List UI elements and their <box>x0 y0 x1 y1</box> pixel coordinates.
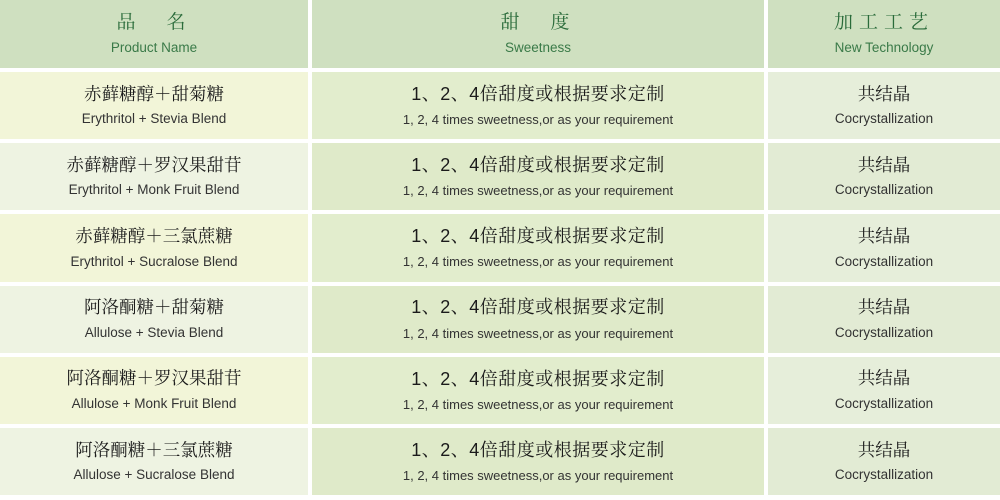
table-row <box>0 72 1000 143</box>
sweetness-en: 1, 2, 4 times sweetness,or as your requirement <box>402 467 674 483</box>
product-name-cn: 阿洛酮糖＋三氯蔗糖 <box>75 439 233 460</box>
technology-en: Cocrystallization <box>834 111 934 127</box>
cell-product-name <box>0 214 312 285</box>
cell-sweetness <box>312 428 768 499</box>
sweetness-cn: 1、2、4倍甜度或根据要求定制 <box>411 83 665 104</box>
cell-technology <box>768 357 1000 428</box>
product-name-cn: 阿洛酮糖＋甜菊糖 <box>84 297 224 318</box>
technology-en: Cocrystallization <box>834 324 934 340</box>
technology-cn: 共结晶 <box>857 154 911 175</box>
cell-sweetness <box>312 357 768 428</box>
product-name-en: Erythritol + Sucralose Blend <box>70 253 238 269</box>
table-header-row <box>0 0 1000 72</box>
cell-technology <box>768 143 1000 214</box>
cell-technology <box>768 286 1000 357</box>
technology-cn: 共结晶 <box>857 297 911 318</box>
table-row <box>0 143 1000 214</box>
product-name-en: Allulose + Monk Fruit Blend <box>71 395 237 411</box>
technology-cn: 共结晶 <box>857 368 911 389</box>
cell-technology <box>768 72 1000 143</box>
sweetness-en: 1, 2, 4 times sweetness,or as your requirement <box>402 183 674 199</box>
header-cell-product-name <box>0 0 312 72</box>
product-name-en: Erythritol + Stevia Blend <box>81 111 227 127</box>
technology-en: Cocrystallization <box>834 182 934 198</box>
header-product-name-en: Product Name <box>110 39 198 55</box>
sweetness-cn: 1、2、4倍甜度或根据要求定制 <box>411 439 665 460</box>
sweetness-cn: 1、2、4倍甜度或根据要求定制 <box>411 297 665 318</box>
sweetness-cn: 1、2、4倍甜度或根据要求定制 <box>411 368 665 389</box>
technology-cn: 共结晶 <box>857 439 911 460</box>
table-row <box>0 214 1000 285</box>
technology-cn: 共结晶 <box>857 83 911 104</box>
technology-en: Cocrystallization <box>834 467 934 483</box>
table-row <box>0 286 1000 357</box>
cell-product-name <box>0 428 312 499</box>
header-cell-technology <box>768 0 1000 72</box>
cell-product-name <box>0 357 312 428</box>
cell-product-name <box>0 72 312 143</box>
header-cell-sweetness <box>312 0 768 72</box>
header-product-name-cn: 品 名 <box>116 12 192 34</box>
sweetness-cn: 1、2、4倍甜度或根据要求定制 <box>411 226 665 247</box>
cell-sweetness <box>312 72 768 143</box>
product-name-en: Allulose + Stevia Blend <box>84 324 224 340</box>
table-row <box>0 428 1000 499</box>
cell-technology <box>768 428 1000 499</box>
product-name-cn: 赤藓糖醇＋三氯蔗糖 <box>75 226 233 247</box>
table-row <box>0 357 1000 428</box>
technology-en: Cocrystallization <box>834 395 934 411</box>
product-name-en: Erythritol + Monk Fruit Blend <box>68 182 240 198</box>
product-name-cn: 赤藓糖醇＋甜菊糖 <box>84 83 224 104</box>
header-technology-cn: 加工工艺 <box>833 12 934 34</box>
product-name-en: Allulose + Sucralose Blend <box>73 467 235 483</box>
cell-product-name <box>0 143 312 214</box>
technology-en: Cocrystallization <box>834 253 934 269</box>
cell-sweetness <box>312 214 768 285</box>
header-sweetness-en: Sweetness <box>504 39 572 55</box>
sweetness-en: 1, 2, 4 times sweetness,or as your requirement <box>402 254 674 270</box>
sweetness-en: 1, 2, 4 times sweetness,or as your requirement <box>402 325 674 341</box>
sweetness-en: 1, 2, 4 times sweetness,or as your requirement <box>402 111 674 127</box>
technology-cn: 共结晶 <box>857 226 911 247</box>
cell-product-name <box>0 286 312 357</box>
sweetness-en: 1, 2, 4 times sweetness,or as your requirement <box>402 396 674 412</box>
sweetness-cn: 1、2、4倍甜度或根据要求定制 <box>411 154 665 175</box>
product-name-cn: 赤藓糖醇＋罗汉果甜苷 <box>66 154 242 175</box>
cell-technology <box>768 214 1000 285</box>
cell-sweetness <box>312 143 768 214</box>
header-sweetness-cn: 甜 度 <box>500 12 576 34</box>
cell-sweetness <box>312 286 768 357</box>
header-technology-en: New Technology <box>834 39 934 55</box>
product-name-cn: 阿洛酮糖＋罗汉果甜苷 <box>66 368 242 389</box>
